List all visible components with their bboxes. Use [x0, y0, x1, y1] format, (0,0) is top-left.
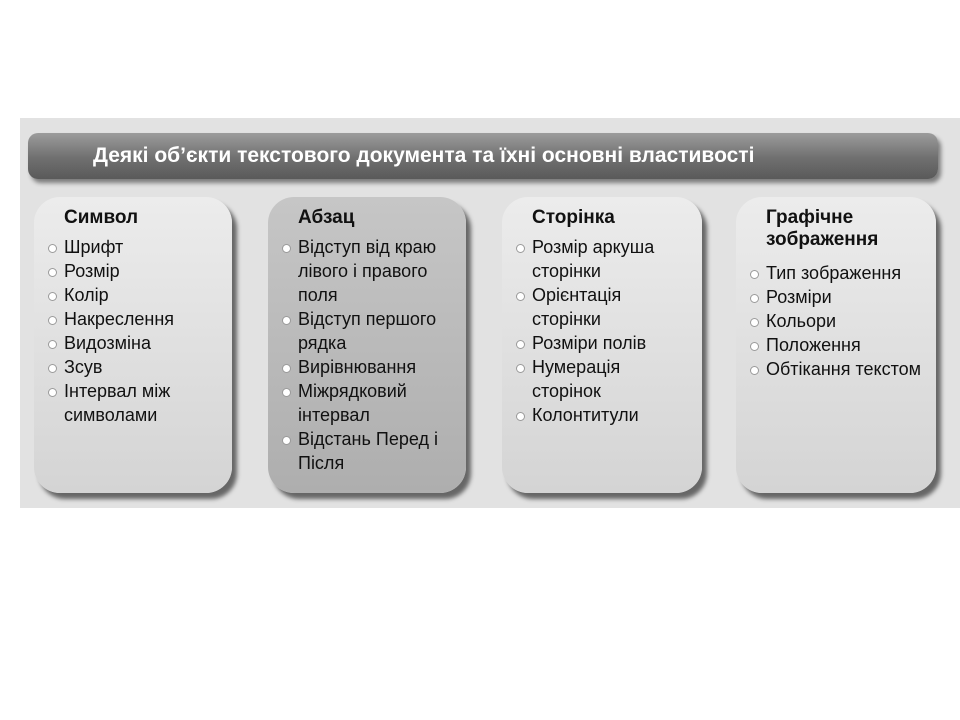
list-item: [282, 307, 460, 355]
list-item-label: Міжрядковий інтервал: [298, 381, 407, 425]
bullet-icon: [750, 318, 759, 327]
bullet-icon: [516, 244, 525, 253]
property-list: [750, 261, 930, 381]
card-symbol: [34, 197, 232, 493]
list-item: [48, 355, 198, 379]
list-item: [516, 331, 692, 355]
list-item-label: Розміри: [766, 287, 832, 307]
bullet-icon: [48, 340, 57, 349]
property-list: [48, 235, 198, 427]
property-list: [516, 235, 692, 427]
bullet-icon: [750, 294, 759, 303]
bullet-icon: [516, 292, 525, 301]
list-item: [516, 283, 692, 331]
bullet-icon: [750, 342, 759, 351]
list-item: [48, 259, 198, 283]
list-item-label: Відстань Перед і Після: [298, 429, 438, 473]
list-item-label: Тип зображення: [766, 263, 902, 283]
property-list: [282, 235, 460, 475]
card-paragraph: [268, 197, 466, 493]
list-item: [48, 235, 198, 259]
bullet-icon: [516, 412, 525, 421]
list-item-label: Відступ від краю лівого і правого поля: [298, 237, 437, 305]
card-title: Символ: [64, 207, 139, 228]
list-item: [750, 261, 930, 285]
bullet-icon: [48, 316, 57, 325]
list-item: [48, 283, 198, 307]
bullet-icon: [48, 364, 57, 373]
bullet-icon: [48, 388, 57, 397]
bullet-icon: [48, 292, 57, 301]
list-item-label: Обтікання текстом: [766, 359, 922, 379]
diagram-title-banner: Деякі об’єкти текстового документа та їхні основні властивості: [28, 133, 938, 179]
list-item-label: Зсув: [64, 357, 103, 377]
list-item-label: Розмір: [64, 261, 120, 281]
list-item: [516, 403, 692, 427]
card-page: [502, 197, 702, 493]
bullet-icon: [282, 364, 291, 373]
list-item-label: Накреслення: [64, 309, 175, 329]
bullet-icon: [282, 244, 291, 253]
bullet-icon: [516, 364, 525, 373]
bullet-icon: [282, 436, 291, 445]
list-item-label: Вирівнювання: [298, 357, 417, 377]
list-item: [282, 235, 460, 307]
list-item-label: Шрифт: [64, 237, 124, 257]
list-item-label: Колонтитули: [532, 405, 639, 425]
list-item-label: Нумерація сторінок: [532, 357, 621, 401]
list-item: [282, 379, 460, 427]
bullet-icon: [282, 388, 291, 397]
list-item: [750, 309, 930, 333]
list-item: [750, 285, 930, 309]
card-graphic-image: [736, 197, 936, 493]
bullet-icon: [750, 270, 759, 279]
list-item: [516, 355, 692, 403]
list-item-label: Відступ першого рядка: [298, 309, 437, 353]
bullet-icon: [750, 366, 759, 375]
list-item: [750, 333, 930, 357]
bullet-icon: [48, 244, 57, 253]
list-item-label: Інтервал між символами: [64, 381, 171, 425]
card-title: Абзац: [298, 207, 355, 228]
list-item: [48, 307, 198, 331]
list-item: [282, 427, 460, 475]
bullet-icon: [48, 268, 57, 277]
card-title: Графічне зображення: [766, 207, 879, 250]
card-title: Сторінка: [532, 207, 615, 228]
list-item-label: Орієнтація сторінки: [532, 285, 622, 329]
list-item-label: Розмір аркуша сторінки: [532, 237, 655, 281]
list-item-label: Видозміна: [64, 333, 151, 353]
bullet-icon: [516, 340, 525, 349]
list-item-label: Колір: [64, 285, 109, 305]
list-item-label: Положення: [766, 335, 861, 355]
bullet-icon: [282, 316, 291, 325]
list-item: [48, 379, 198, 427]
list-item: [750, 357, 930, 381]
list-item: [282, 355, 460, 379]
list-item: [516, 235, 692, 283]
list-item-label: Розміри полів: [532, 333, 647, 353]
list-item-label: Кольори: [766, 311, 837, 331]
list-item: [48, 331, 198, 355]
